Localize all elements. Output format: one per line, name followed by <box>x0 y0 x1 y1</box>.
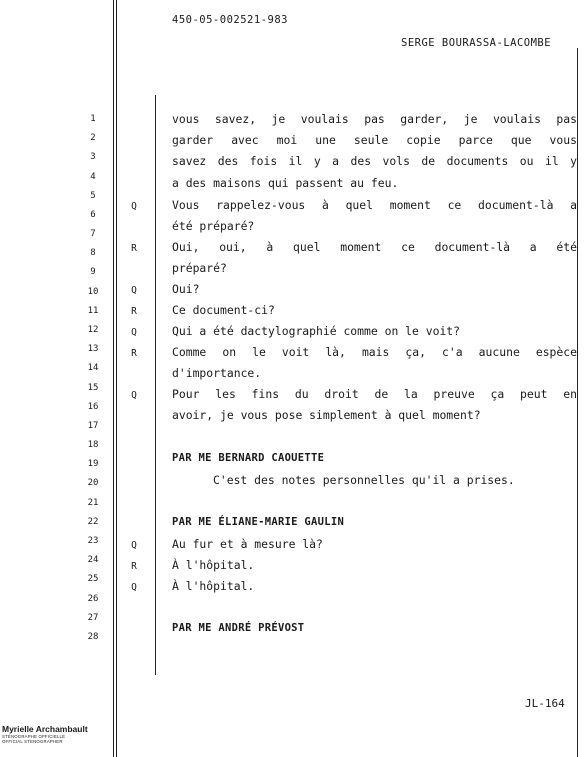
transcript-line: vous savez, je voulais pas garder, je voulais pas <box>172 112 577 126</box>
line-number: 10 <box>87 287 99 297</box>
speaker-heading: PAR ME ANDRÉ PRÉVOST <box>172 622 305 634</box>
line-number: 5 <box>90 191 96 201</box>
line-number: 25 <box>87 574 99 584</box>
speaker-heading: PAR ME ÉLIANE-MARIE GAULIN <box>172 516 345 528</box>
question-marker: Q <box>131 285 137 296</box>
transcript-line: d'importance. <box>172 366 262 380</box>
transcript-line: Ce document-ci? <box>172 303 275 317</box>
transcript-line: préparé? <box>172 261 227 275</box>
page-number: JL-164 <box>525 697 565 710</box>
transcript-line: À l'hôpital. <box>172 558 255 572</box>
transcript-line: été préparé? <box>172 219 255 233</box>
line-number: 21 <box>87 498 99 508</box>
line-number: 26 <box>87 594 99 604</box>
transcript-line: avoir, je vous pose simplement à quel moment? <box>172 408 481 422</box>
transcript-line: savez des fois il y a des vols de documents ou il y <box>172 154 577 168</box>
line-number: 23 <box>87 536 99 546</box>
line-number: 28 <box>87 632 99 642</box>
line-number: 7 <box>90 229 96 239</box>
transcript-line: Pour les fins du droit de la preuve ça peut en <box>172 387 577 401</box>
transcript-line: À l'hôpital. <box>172 579 255 593</box>
question-marker: Q <box>131 201 137 212</box>
transcript-line: a des maisons qui passent au feu. <box>172 176 399 190</box>
line-number: 19 <box>87 459 99 469</box>
answer-marker: R <box>131 243 137 254</box>
answer-marker: R <box>131 561 137 572</box>
line-number: 6 <box>90 210 96 220</box>
question-marker: Q <box>131 390 137 401</box>
right-margin-rule <box>577 48 578 757</box>
line-number: 17 <box>87 421 99 431</box>
transcript-line: Vous rappelez-vous à quel moment ce document-là a <box>172 198 577 212</box>
line-number: 20 <box>87 478 99 488</box>
line-number: 15 <box>87 383 99 393</box>
stenographer-name: Myrielle Archambault <box>2 724 88 734</box>
answer-marker: R <box>131 348 137 359</box>
stenographer-title-fr: STÉNOGRAPHE OFFICIELLE <box>2 734 66 739</box>
left-margin-rule-inner <box>116 0 117 757</box>
line-number: 16 <box>87 402 99 412</box>
transcript-line: Au fur et à mesure là? <box>172 537 323 551</box>
transcript-line: Oui, oui, à quel moment ce document-là a été <box>172 240 577 254</box>
question-marker: Q <box>131 540 137 551</box>
transcript-line: Oui? <box>172 282 200 296</box>
line-number: 27 <box>87 613 99 623</box>
witness-name: SERGE BOURASSA-LACOMBE <box>401 37 552 49</box>
line-number: 1 <box>90 114 96 124</box>
question-marker: Q <box>131 582 137 593</box>
line-number: 2 <box>90 133 96 143</box>
left-margin-rule <box>113 0 114 757</box>
qr-column-rule <box>155 95 156 675</box>
line-number: 4 <box>90 172 96 182</box>
line-number: 18 <box>87 440 99 450</box>
transcript-line: C'est des notes personnelles qu'il a prises. <box>213 473 515 487</box>
question-marker: Q <box>131 327 137 338</box>
line-number: 24 <box>87 555 99 565</box>
transcript-line: Comme on le voit là, mais ça, c'a aucune espèce <box>172 345 577 359</box>
line-number: 9 <box>90 267 96 277</box>
speaker-heading: PAR ME BERNARD CAOUETTE <box>172 452 325 464</box>
docket-number: 450-05-002521-983 <box>172 14 288 26</box>
transcript-line: Qui a été dactylographié comme on le voit? <box>172 324 461 338</box>
line-number: 12 <box>87 325 99 335</box>
line-number: 3 <box>90 152 96 162</box>
line-number: 11 <box>87 306 99 316</box>
stenographer-signature <box>2 724 88 744</box>
line-number: 13 <box>87 344 99 354</box>
answer-marker: R <box>131 306 137 317</box>
stenographer-title-en: OFFICIAL STENOGRAPHER <box>2 739 63 744</box>
line-number: 14 <box>87 363 99 373</box>
line-number: 8 <box>90 248 96 258</box>
transcript-line: garder avec moi une seule copie parce que vous <box>172 133 577 147</box>
line-number: 22 <box>87 517 99 527</box>
